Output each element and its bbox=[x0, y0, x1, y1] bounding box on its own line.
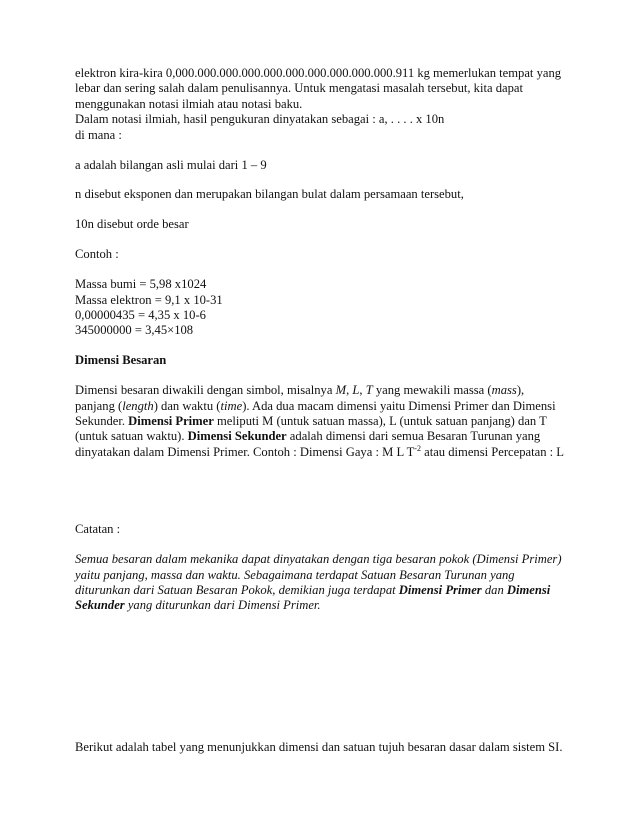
contoh-item: Massa bumi = 5,98 x1024 bbox=[75, 277, 207, 292]
intro-line-5: di mana : bbox=[75, 127, 122, 142]
dimensi-line-3: Sekunder. Dimensi Primer meliputi M (untuk satuan massa), L (untuk satuan panjang) dan T bbox=[75, 414, 547, 428]
definition-n: n disebut eksponen dan merupakan bilangan bulat dalam persamaan tersebut, bbox=[75, 187, 464, 202]
catatan-label: Catatan : bbox=[75, 522, 121, 537]
document-page bbox=[75, 66, 575, 755]
catatan-line-2: yaitu panjang, massa dan waktu. Sebagaimana terdapat Satuan Besaran Turunan yang bbox=[75, 567, 515, 582]
intro-line-1: elektron kira-kira 0,000.000.000.000.000.000.000.000.000.000.911 kg memerlukan tempat yang bbox=[75, 66, 562, 80]
closing-sentence: Berikut adalah tabel yang menunjukkan dimensi dan satuan tujuh besaran dasar dalam sistem SI. bbox=[75, 739, 563, 754]
catatan-line-3: diturunkan dari Satuan Besaran Pokok, demikian juga terdapat Dimensi Primer dan Dimensi bbox=[75, 582, 551, 597]
catatan-line-4: Sekunder yang diturunkan dari Dimensi Primer. bbox=[75, 598, 321, 613]
dimensi-line-1: Dimensi besaran diwakili dengan simbol, misalnya M, L, T yang mewakili massa (mass), bbox=[75, 383, 525, 398]
dimensi-line-5: dinyatakan dalam Dimensi Primer. Contoh : Dimensi Gaya : M L $T^{-2}$ atau dimensi Percepatan : L bbox=[75, 443, 564, 459]
contoh-item: Massa elektron = 9,1 x 10-31 bbox=[75, 292, 223, 307]
dimensi-line-4: (untuk satuan waktu). Dimensi Sekunder adalah dimensi dari semua Besaran Turunan yang bbox=[75, 429, 541, 444]
intro-line-2: lebar dan sering salah dalam penulisannya. Untuk mengatasi masalah tersebut, kita dapat bbox=[75, 81, 523, 96]
intro-line-4: Dalam notasi ilmiah, hasil pengukuran dinyatakan sebagai : a, . . . . x 10n bbox=[75, 112, 445, 127]
catatan-line-1: Semua besaran dalam mekanika dapat dinyatakan dengan tiga besaran pokok (Dimensi Primer) bbox=[75, 552, 562, 567]
intro-line-3: menggunakan notasi ilmiah atau notasi baku. bbox=[75, 96, 303, 111]
definition-a: a adalah bilangan asli mulai dari 1 – 9 bbox=[75, 157, 267, 172]
contoh-item: 345000000 = 3,45×108 bbox=[75, 323, 194, 338]
definition-order: 10n disebut orde besar bbox=[75, 217, 189, 232]
contoh-item: 0,00000435 = 4,35 x 10-6 bbox=[75, 307, 206, 322]
dimensi-line-2: panjang (length) dan waktu (time). Ada dua macam dimensi yaitu Dimensi Primer dan Dimensi bbox=[75, 398, 556, 413]
section-heading-dimensi: Dimensi Besaran bbox=[75, 353, 167, 368]
contoh-label: Contoh : bbox=[75, 247, 119, 262]
